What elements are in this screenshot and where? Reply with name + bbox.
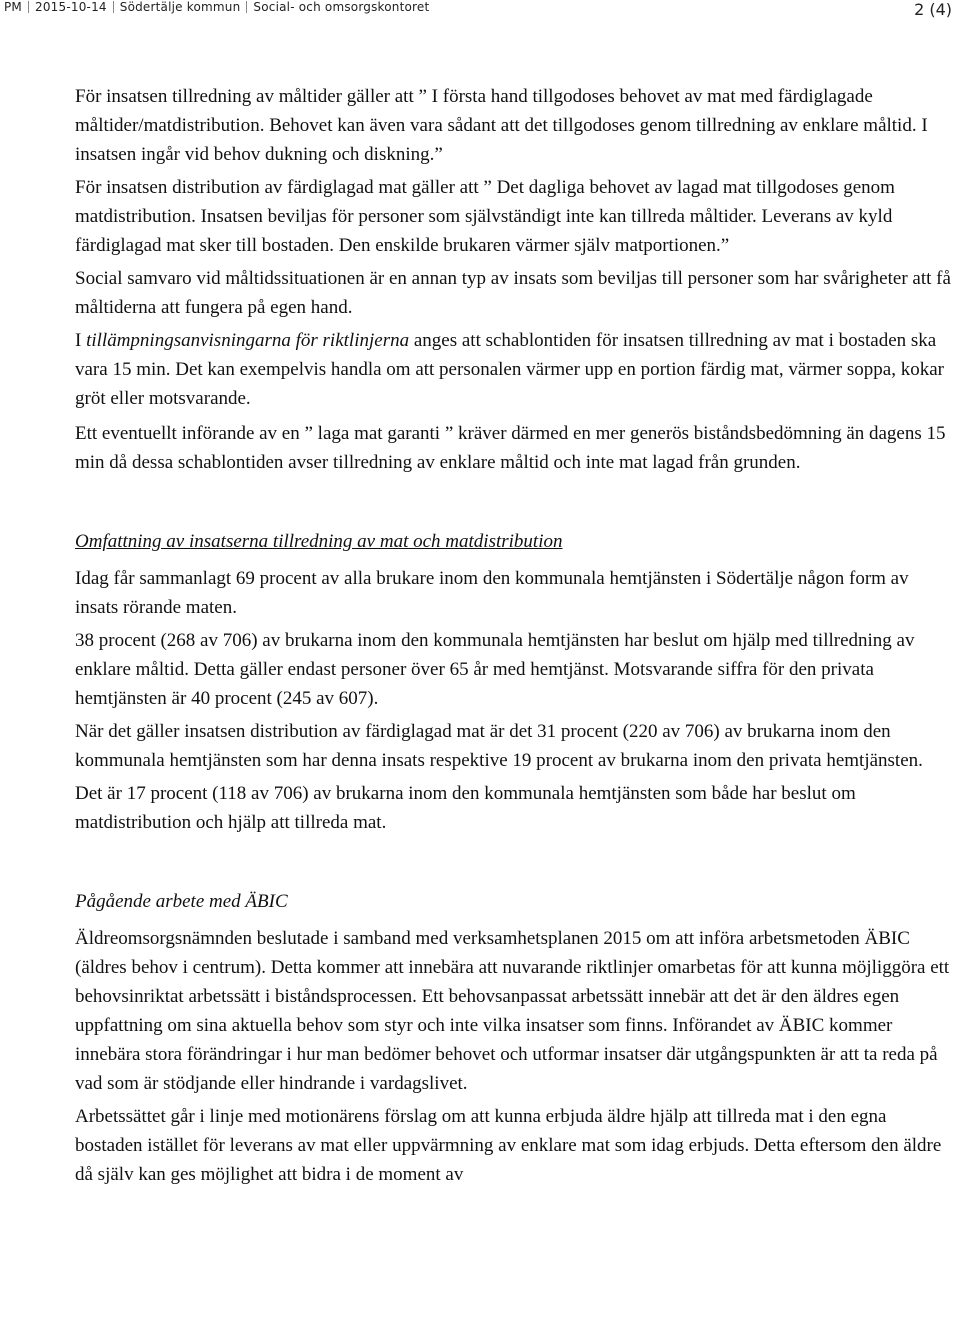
header-dept: Social- och omsorgskontoret: [253, 0, 430, 14]
page-number: 2 (4): [914, 0, 952, 19]
header-meta: [4, 0, 429, 14]
header-separator: [28, 1, 29, 13]
header-initials: PM: [4, 0, 22, 14]
header-org: Södertälje kommun: [119, 0, 241, 14]
paragraph-schablontid-italic: tillämpningsanvisningarna för riktlinjerna: [86, 330, 410, 351]
paragraph-tillredning: För insatsen tillredning av måltider gäller att ” I första hand tillgodoses behovet av mat med färdiglagade måltider/matdistribution. Behovet kan även vara sådant att det tillgodoses genom tillredning av enklare måltid. I insatsen ingår vid behov dukning och diskning.”: [75, 86, 928, 165]
section-heading-omfattning: Omfattning av insatserna tillredning av mat och matdistribution: [75, 531, 563, 552]
header-date: 2015-10-14: [35, 0, 107, 14]
paragraph-social-samvaro: Social samvaro vid måltidssituationen är en annan typ av insats som beviljas till personer som har svårigheter att få måltiderna att fungera på egen hand.: [75, 268, 951, 318]
paragraph-schablontid-pre: I: [75, 330, 87, 351]
paragraph-laga-mat-garanti: Ett eventuellt införande av en ” laga mat garanti ” kräver därmed en mer generös biståndsbedömning än dagens 15 min då dessa schablontiden avser tillredning av enklare måltid och inte mat lagad från grunden.: [75, 423, 946, 473]
page-header: [0, 0, 960, 22]
paragraph-31-procent: När det gäller insatsen distribution av färdiglagad mat är det 31 procent (220 av 706) av brukarna inom den kommunala hemtjänsten som har denna insats respektive 19 procent av brukarna inom den privata hemtjänsten.: [75, 721, 923, 771]
section-heading-abic: Pågående arbete med ÄBIC: [75, 891, 288, 912]
paragraph-arbetssattet: Arbetssättet går i linje med motionärens förslag om att kunna erbjuda äldre hjälp att tillreda mat i den egna bostaden istället för leverans av mat eller uppvärmning av enklare mat som idag erbjuds. Detta eftersom den äldre då själv kan ges möjlighet att bidra i de moment av: [75, 1106, 942, 1185]
paragraph-distribution: För insatsen distribution av färdiglagad mat gäller att ” Det dagliga behovet av lagad mat tillgodoses genom matdistribution. Insatsen beviljas för personer som självständigt inte kan tillreda måltider. Leverans av kyld färdiglagad mat sker till bostaden. Den enskilde brukaren värmer själv matportionen.”: [75, 177, 895, 256]
paragraph-17-procent: Det är 17 procent (118 av 706) av brukarna inom den kommunala hemtjänsten som både har beslut om matdistribution och hjälp att tillreda mat.: [75, 783, 856, 833]
document-body: [75, 82, 955, 1189]
paragraph-schablontid-post: anges att schablontiden för insatsen tillredning av mat i bostaden ska vara 15 min. Det kan exempelvis handla om att personalen värmer upp en portion färdig mat, värmer soppa, kokar gröt eller motsvarande.: [75, 330, 944, 409]
paragraph-sammanlagt: Idag får sammanlagt 69 procent av alla brukare inom den kommunala hemtjänsten i Södertälje någon form av insats rörande maten.: [75, 568, 909, 618]
paragraph-38-procent: 38 procent (268 av 706) av brukarna inom den kommunala hemtjänsten har beslut om hjälp med tillredning av enklare måltid. Detta gäller endast personer över 65 år med hemtjänst. Motsvarande siffra för den privata hemtjänsten är 40 procent (245 av 607).: [75, 630, 915, 709]
header-separator: [113, 1, 114, 13]
paragraph-aldreomsorgsnamnden: Äldreomsorgsnämnden beslutade i samband med verksamhetsplanen 2015 om att införa arbetsmetoden ÄBIC (äldres behov i centrum). Detta kommer att innebära att nuvarande riktlinjer omarbetas för att kunna möjliggöra ett behovsinriktat arbetssätt i biståndsprocessen. Ett behovsanpassat arbetssätt innebär att det är den äldres egen uppfattning om sina aktuella behov som styr och inte vilka insatser som finns. Införandet av ÄBIC kommer innebära stora förändringar i hur man bedömer behovet och utformar insatser där utgångspunkten är att ta reda på vad som är stödjande eller hindrande i vardagslivet.: [75, 928, 950, 1094]
header-separator: [246, 1, 247, 13]
paragraph-schablontid: [75, 326, 955, 413]
